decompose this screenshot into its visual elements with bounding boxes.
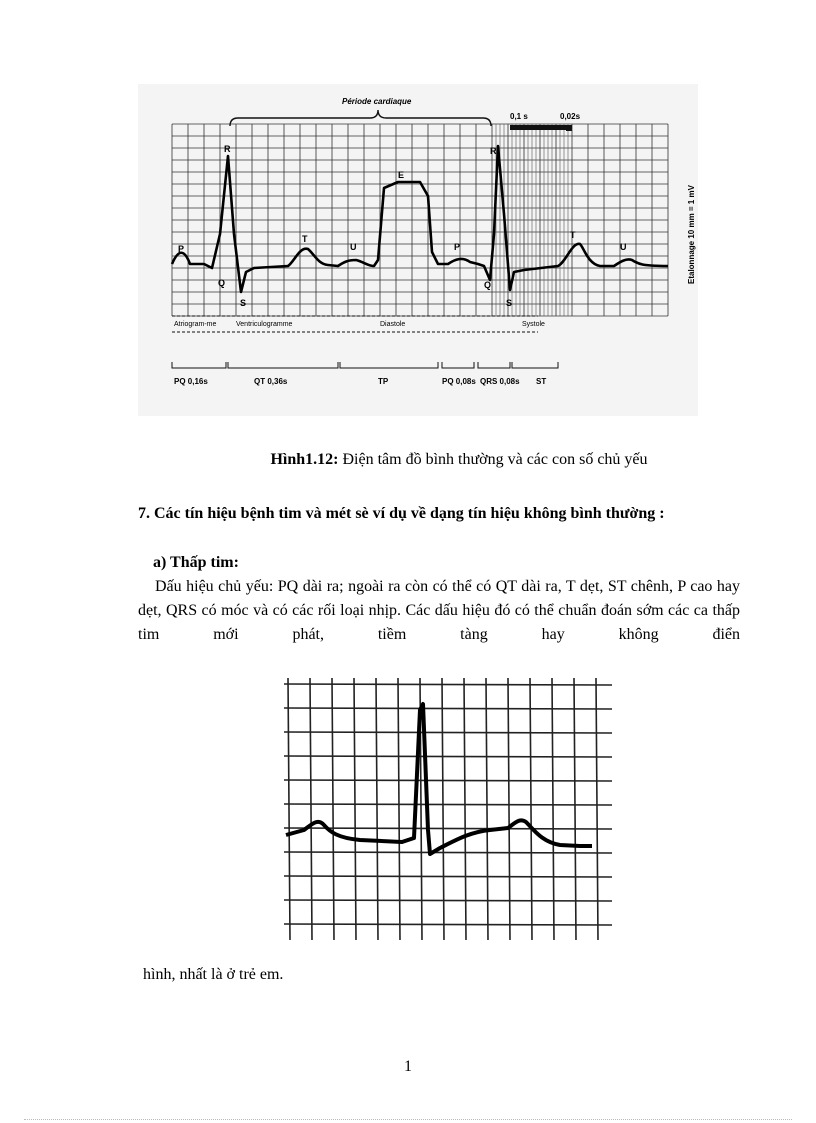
wave-label-p2: P (454, 242, 461, 252)
grid-line (284, 852, 612, 853)
caption-label: Hình1.12: (270, 451, 339, 468)
section-paragraph: Dấu hiệu chủ yếu: PQ dài ra; ngoài ra còn có thể có QT dài ra, T dẹt, ST chênh, P cao hay dẹt, QRS có móc và có các rối loại nhịp. Các dấu hiệu đó có thể chuẩn đoán sớm các ca thấp tim mới phát, tiềm tàng hay không điển (138, 578, 740, 643)
grid-line (284, 684, 612, 685)
page-number: 1 (404, 1058, 412, 1075)
grid-line (284, 804, 612, 805)
interval-tp: TP (378, 377, 389, 386)
time-mark-0-02s: 0,02s (560, 112, 581, 121)
wave-label-e: E (398, 170, 405, 180)
grid-line (284, 732, 612, 733)
time-mark-0-1s: 0,1 s (510, 112, 528, 121)
caption-text: Điện tâm đồ bình thường và các con số chủ yếu (338, 451, 648, 468)
wave-label-q1: Q (218, 278, 226, 288)
footer-divider (24, 1119, 792, 1120)
grid-line (284, 708, 612, 709)
wave-label-s2: S (506, 298, 513, 308)
interval-qrs-008: QRS 0,08s (480, 377, 520, 386)
wave-label-u2: U (620, 242, 627, 252)
ecg-rheumatic-figure (280, 670, 616, 952)
grid-line (284, 876, 612, 877)
wave-label-q2: Q (484, 280, 492, 290)
grid-line (284, 756, 612, 757)
grid-line (284, 924, 612, 925)
segment-systole: Systole (522, 321, 545, 328)
section-paragraph-continuation: hình, nhất là ở trẻ em. (143, 966, 284, 983)
wave-label-t2: T (570, 230, 576, 240)
interval-st: ST (536, 377, 547, 386)
interval-pq-008: PQ 0,08s (442, 377, 476, 386)
segment-ventriculogramme: Ventriculogramme (236, 321, 293, 328)
wave-label-t1: T (302, 234, 308, 244)
grid-line (284, 780, 612, 781)
period-label: Période cardiaque (342, 97, 412, 106)
grid-line (284, 828, 612, 829)
interval-qt-036: QT 0,36s (254, 377, 288, 386)
segment-atriogramme: Atriogram-me (174, 321, 217, 328)
ecg-normal-figure (138, 84, 698, 416)
grid-line (284, 900, 612, 901)
figure-caption (0, 451, 816, 469)
interval-pq-016: PQ 0,16s (174, 377, 208, 386)
wave-label-r2: R (490, 146, 497, 156)
wave-label-u1: U (350, 242, 357, 252)
section-heading: 7. Các tín hiệu bệnh tim và mét sè ví dụ về dạng tín hiệu không bình thường : (138, 505, 665, 522)
wave-label-s1: S (240, 298, 247, 308)
wave-label-p1: P (178, 244, 185, 254)
segment-diastole: Diastole (380, 321, 406, 328)
calibration-label: Etalonnage 10 mm = 1 mV (687, 185, 696, 284)
section-subheading: a) Thấp tim: (153, 554, 239, 571)
wave-label-r1: R (224, 144, 231, 154)
